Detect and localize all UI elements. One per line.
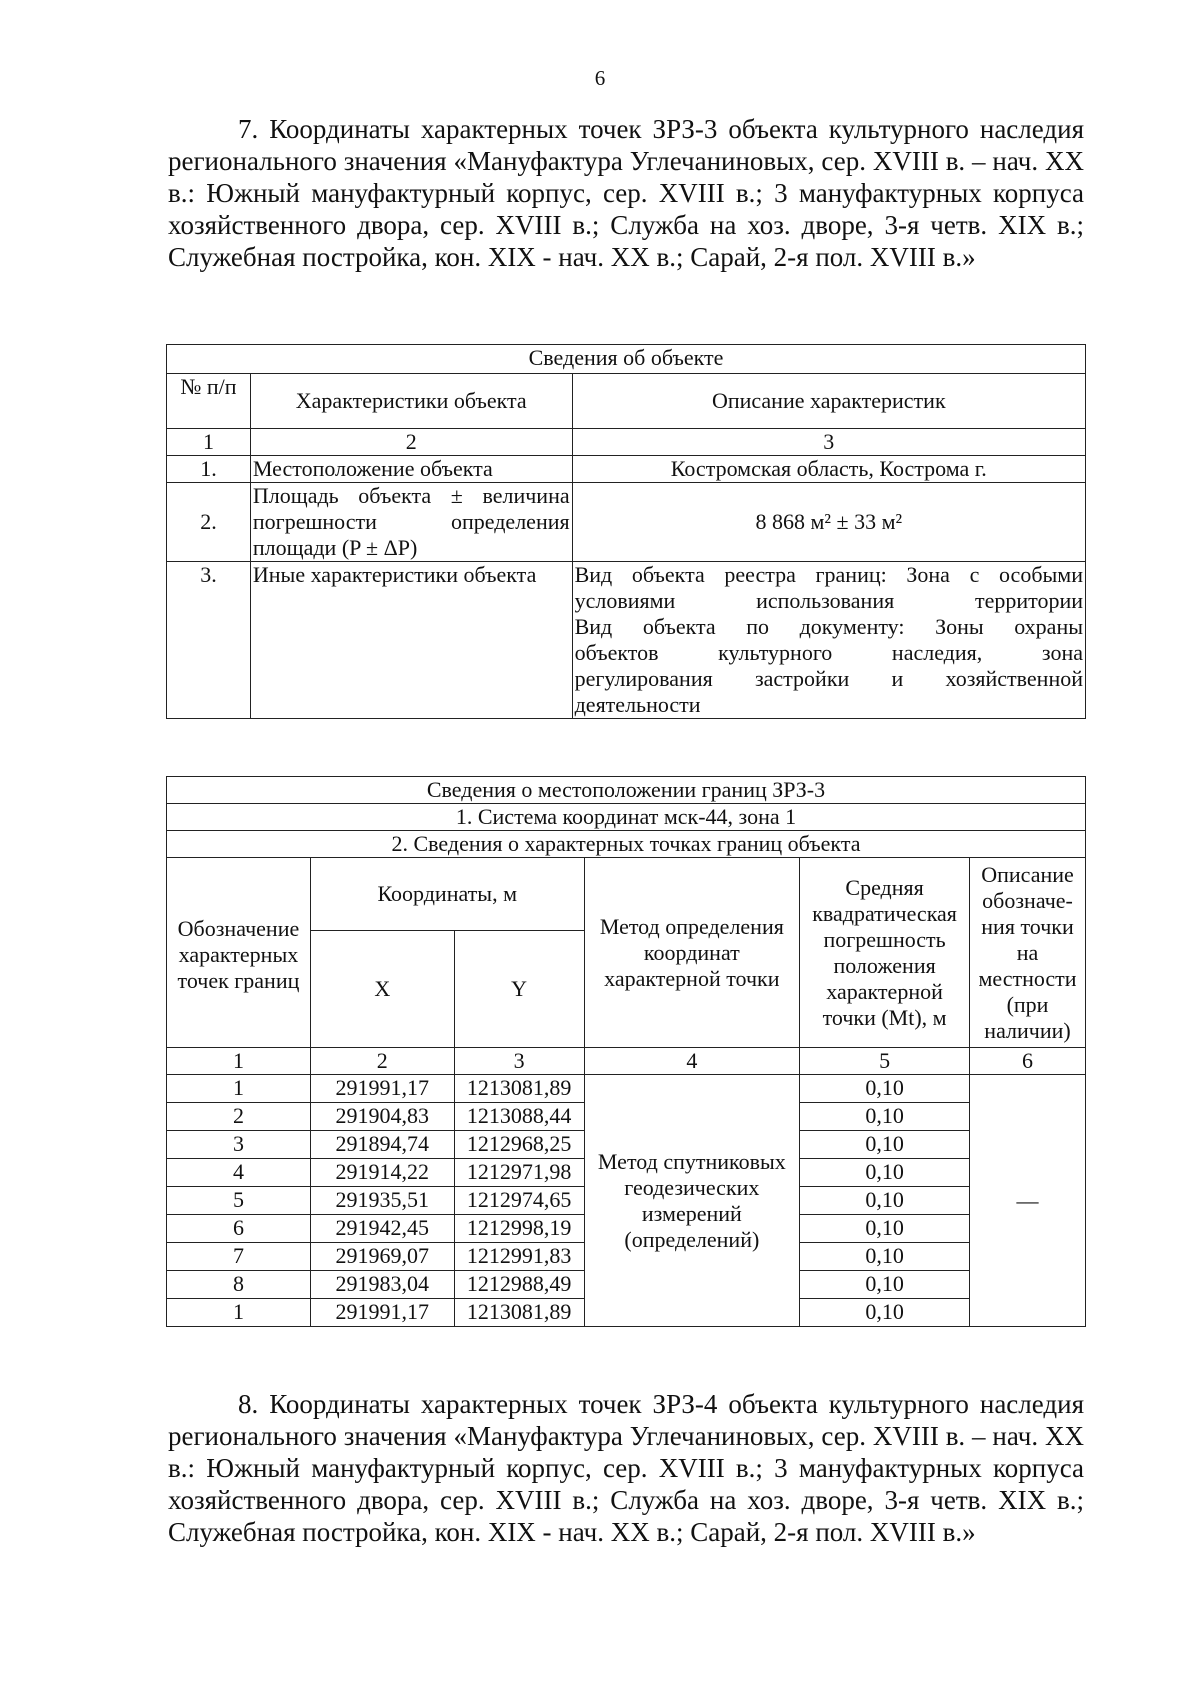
col-number: 5 [800,1048,970,1075]
header-characteristic: Характеристики объекта [250,374,572,429]
mt-value: 0,10 [800,1215,970,1243]
row-characteristic [250,483,572,562]
mt-value: 0,10 [800,1075,970,1103]
x-value: 291904,83 [310,1103,454,1131]
col-number: 3 [454,1048,584,1075]
text-line: Вид объекта реестра границ: Зона с особыми [574,562,1083,587]
text-line: площади (P ± ΔP) [252,535,418,560]
coordinates-table [166,776,1086,1327]
col-number: 6 [970,1048,1086,1075]
col-number: 1 [167,429,251,456]
row-characteristic: Местоположение объекта [250,456,572,483]
x-value: 291935,51 [310,1187,454,1215]
row-description [572,562,1085,719]
coordinate-system: 1. Система координат мск-44, зона 1 [167,804,1086,831]
y-value: 1213088,44 [454,1103,584,1131]
x-value: 291983,04 [310,1271,454,1299]
object-info-table [166,344,1086,719]
text-line: объектов культурного наследия, зона [574,640,1083,665]
y-value: 1212988,49 [454,1271,584,1299]
col-number: 1 [167,1048,311,1075]
text-line: Вид объекта по документу: Зоны охраны [574,614,1083,639]
x-value: 291991,17 [310,1075,454,1103]
y-value: 1212974,65 [454,1187,584,1215]
y-value: 1212998,19 [454,1215,584,1243]
y-value: 1212991,83 [454,1243,584,1271]
text-line: деятельности [574,692,701,717]
mt-value: 0,10 [800,1243,970,1271]
point-label: 2 [167,1103,311,1131]
point-label: 8 [167,1271,311,1299]
point-label: 1 [167,1075,311,1103]
col-number: 3 [572,429,1085,456]
object-row [167,456,1086,483]
table-row [167,1075,1086,1103]
point-label: 5 [167,1187,311,1215]
row-description: 8 868 м² ± 33 м² [572,483,1085,562]
header-point-description: Описание обозначе-ния точки на местности (при наличии) [970,858,1086,1048]
text-line: регулирования застройки и хозяйственной [574,666,1083,691]
row-num: 1. [167,456,251,483]
paragraph-8: 8. Координаты характерных точек ЗРЗ-4 объекта культурного наследия регионального значения «Мануфактура Углечаниновых, сер. XVIII в. – нач. XX в.: Южный мануфактурный корпус, сер. XVIII в.; 3 мануфактурных корпуса хозяйственного двора, сер. XVIII в.; Служба на хоз. дворе, 3-я четв. XIX в.; Служебная постройка, кон. XIX - нач. XX в.; Сарай, 2-я пол. XVIII в.» [168,1389,1084,1547]
y-value: 1212968,25 [454,1131,584,1159]
point-label: 3 [167,1131,311,1159]
col-number: 2 [310,1048,454,1075]
header-num: № п/п [167,374,251,429]
y-value: 1213081,89 [454,1299,584,1327]
text-line: условиями использования территории [574,588,1083,613]
x-value: 291942,45 [310,1215,454,1243]
points-title: 2. Сведения о характерных точках границ объекта [167,831,1086,858]
header-y: Y [454,931,584,1048]
header-x: X [310,931,454,1048]
x-value: 291969,07 [310,1243,454,1271]
y-value: 1212971,98 [454,1159,584,1187]
col-number: 2 [250,429,572,456]
object-table-title: Сведения об объекте [167,345,1086,374]
mt-value: 0,10 [800,1271,970,1299]
header-coordinates: Координаты, м [310,858,584,931]
row-description: Костромская область, Кострома г. [572,456,1085,483]
col-number: 4 [584,1048,800,1075]
mt-value: 0,10 [800,1187,970,1215]
y-value: 1213081,89 [454,1075,584,1103]
row-characteristic: Иные характеристики объекта [250,562,572,719]
x-value: 291914,22 [310,1159,454,1187]
x-value: 291991,17 [310,1299,454,1327]
header-method: Метод определения координат характерной точки [584,858,800,1048]
object-row [167,562,1086,719]
point-label: 7 [167,1243,311,1271]
point-label: 1 [167,1299,311,1327]
header-error: Средняя квадратическая погрешность положения характерной точки (Mt), м [800,858,970,1048]
mt-value: 0,10 [800,1103,970,1131]
point-description-value: — [970,1075,1086,1327]
method-value: Метод спутниковых геодезических измерений (определений) [584,1075,800,1327]
text-line: Площадь объекта ± величина [252,483,570,508]
text-line: погрешности определения [252,509,570,534]
coords-table-title: Сведения о местоположении границ ЗРЗ-3 [167,777,1086,804]
header-designation: Обозначение характерных точек границ [167,858,311,1048]
x-value: 291894,74 [310,1131,454,1159]
header-description: Описание характеристик [572,374,1085,429]
page-number: 6 [594,66,606,90]
row-num: 3. [167,562,251,719]
object-row [167,483,1086,562]
mt-value: 0,10 [800,1299,970,1327]
paragraph-7: 7. Координаты характерных точек ЗРЗ-3 объекта культурного наследия регионального значения «Мануфактура Углечаниновых, сер. XVIII в. – нач. XX в.: Южный мануфактурный корпус, сер. XVIII в.; 3 мануфактурных корпуса хозяйственного двора, сер. XVIII в.; Служба на хоз. дворе, 3-я четв. XIX в.; Служебная постройка, кон. XIX - нач. XX в.; Сарай, 2-я пол. XVIII в.» [168,114,1084,272]
mt-value: 0,10 [800,1131,970,1159]
mt-value: 0,10 [800,1159,970,1187]
point-label: 4 [167,1159,311,1187]
point-label: 6 [167,1215,311,1243]
row-num: 2. [167,483,251,562]
